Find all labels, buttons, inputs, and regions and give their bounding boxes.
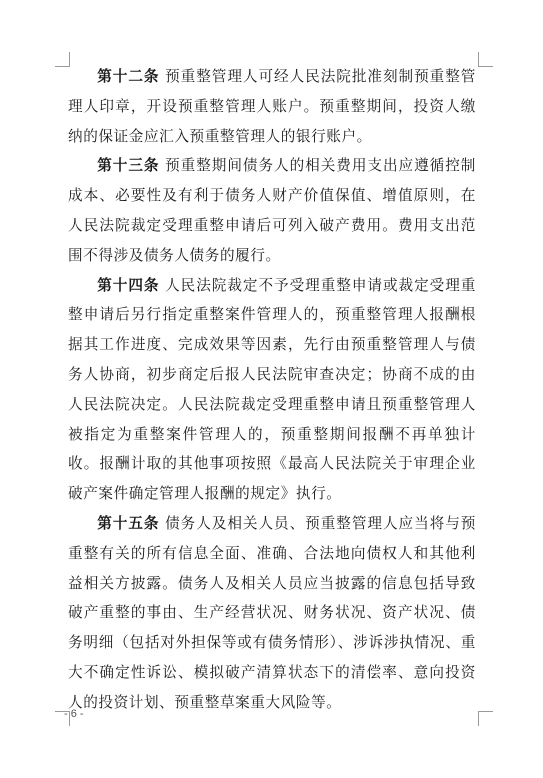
- article-paragraph: [68, 151, 476, 270]
- document-body: [68, 62, 476, 718]
- article-heading: 第十二条: [97, 68, 160, 85]
- article-heading: 第十五条: [97, 514, 160, 532]
- article-heading: 第十三条: [97, 157, 160, 175]
- article-paragraph: [68, 509, 476, 718]
- article-paragraph: [68, 62, 476, 151]
- article-text: 人民法院裁定不予受理重整申请或裁定受理重整申请后另行指定重整案件管理人的，预重整管理人报酬根据其工作进度、完成效果等因素，先行由预重整管理人与债务人协商，初步商定后报人民法院审查决定；协商不成的由人民法院决定。人民法院裁定受理重整申请且预重整管理人被指定为重整案件管理人的，预重整期间报酬不再单独计收。报酬计取的其他事项按照《最高人民法院关于审理企业破产案件确定管理人报酬的规定》执行。: [68, 276, 476, 503]
- article-text: 预重整管理人可经人民法院批准刻制预重整管理人印章，开设预重整管理人账户。预重整期间，投资人缴纳的保证金应汇入预重整管理人的银行账户。: [68, 68, 476, 145]
- article-text: 预重整期间债务人的相关费用支出应遵循控制成本、必要性及有利于债务人财产价值保值、增值原则，在人民法院裁定受理重整申请后可列入破产费用。费用支出范围不得涉及债务人债务的履行。: [68, 157, 476, 264]
- margin-corner-top-right: [478, 52, 493, 67]
- article-text: 债务人及相关人员、预重整管理人应当将与预重整有关的所有信息全面、准确、合法地向债权人和其他利益相关方披露。债务人及相关人员应当披露的信息包括导致破产重整的事由、生产经营状况、财务状况、资产状况、债务明细（包括对外担保等或有债务情形）、涉诉涉执情况、重大不确定性诉讼、模拟破产清算状态下的清偿率、意向投资人的投资计划、预重整草案重大风险等。: [68, 514, 476, 711]
- margin-corner-bottom-right: [478, 711, 493, 726]
- article-heading: 第十四条: [97, 276, 160, 294]
- page-number: - 6 -: [64, 708, 84, 720]
- article-paragraph: [68, 271, 476, 509]
